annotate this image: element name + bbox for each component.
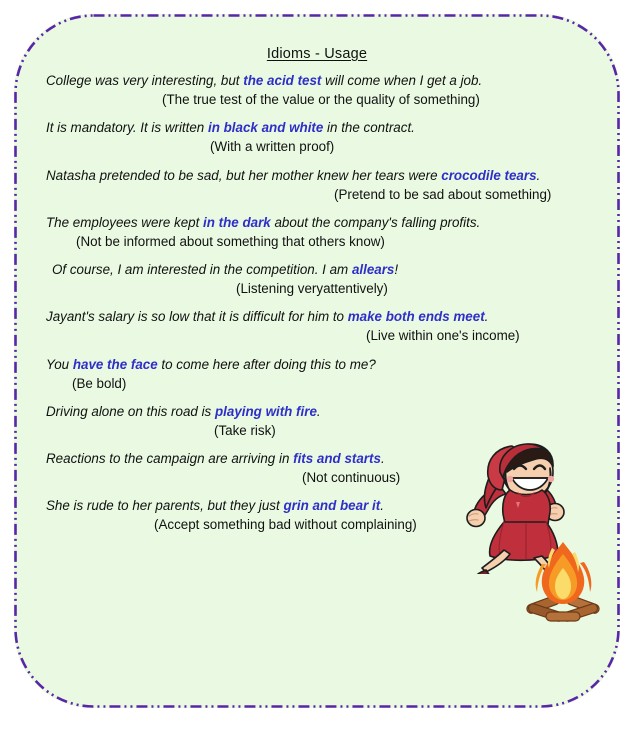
sentence-prefix: It is mandatory. It is written bbox=[46, 120, 208, 136]
idiom-entry bbox=[14, 356, 620, 393]
idiom-sentence bbox=[46, 167, 620, 184]
idiom-sentence bbox=[46, 214, 620, 231]
sentence-prefix: You bbox=[46, 356, 73, 372]
sentence-prefix: Natasha pretended to be sad, but her mother knew her tears were bbox=[46, 167, 442, 183]
idiom-sentence bbox=[46, 403, 620, 420]
idiom-phrase: in black and white bbox=[207, 120, 324, 136]
idiom-entry bbox=[14, 119, 620, 156]
sentence-suffix: . bbox=[380, 498, 384, 514]
page-title bbox=[14, 46, 620, 62]
idiom-meaning: (With a written proof) bbox=[210, 139, 335, 155]
idiom-phrase: make both ends meet bbox=[347, 309, 485, 325]
page-title-text: Idioms - Usage bbox=[266, 46, 368, 62]
idiom-phrase: playing with fire bbox=[214, 403, 317, 419]
idiom-sentence bbox=[46, 119, 620, 136]
idiom-phrase: in the dark bbox=[203, 214, 271, 230]
idiom-sentence bbox=[46, 72, 620, 89]
sentence-prefix: College was very interesting, but bbox=[46, 73, 244, 88]
idiom-phrase: allears bbox=[351, 262, 395, 277]
idiom-entry bbox=[14, 167, 620, 204]
idiom-meaning: (The true test of the value or the quality of something) bbox=[162, 92, 480, 108]
sentence-suffix: to come here after doing this to me? bbox=[157, 356, 376, 372]
idiom-meaning: (Not continuous) bbox=[302, 470, 401, 486]
idiom-meaning: (Be bold) bbox=[72, 375, 127, 391]
campfire-illustration bbox=[522, 538, 604, 626]
sentence-suffix: . bbox=[536, 167, 541, 183]
sentence-suffix: . bbox=[316, 403, 321, 419]
sentence-suffix: in the contract. bbox=[323, 120, 415, 136]
idiom-entry bbox=[14, 72, 620, 109]
idiom-entry bbox=[14, 214, 620, 251]
sentence-suffix: will come when I get a job. bbox=[321, 73, 483, 88]
sentence-suffix: about the company's falling profits. bbox=[270, 214, 481, 230]
idiom-phrase: the acid test bbox=[243, 73, 322, 88]
idiom-phrase: crocodile tears bbox=[441, 167, 537, 183]
idiom-meaning: (Live within one's income) bbox=[366, 328, 520, 344]
sentence-prefix: Reactions to the campaign are arriving in bbox=[46, 451, 294, 466]
idiom-meaning: (Accept something bad without complaining) bbox=[154, 517, 417, 533]
sentence-suffix: ! bbox=[394, 262, 399, 277]
worksheet-card bbox=[14, 14, 620, 708]
idiom-meaning: (Not be informed about something that others know) bbox=[76, 233, 385, 249]
idiom-meaning: (Pretend to be sad about something) bbox=[334, 186, 552, 202]
sentence-prefix: The employees were kept bbox=[46, 214, 204, 230]
sentence-suffix: . bbox=[484, 309, 489, 325]
sentence-prefix: She is rude to her parents, but they just bbox=[46, 498, 284, 514]
sentence-prefix: Jayant's salary is so low that it is difficult for him to bbox=[46, 309, 348, 325]
idiom-phrase: have the face bbox=[72, 356, 158, 372]
idiom-entry bbox=[14, 261, 620, 298]
sentence-prefix: Driving alone on this road is bbox=[46, 403, 215, 419]
idiom-sentence bbox=[46, 356, 620, 373]
sentence-suffix: . bbox=[380, 451, 385, 466]
idiom-sentence bbox=[46, 308, 620, 325]
idiom-meaning: (Take risk) bbox=[214, 422, 276, 438]
idiom-sentence bbox=[52, 261, 620, 278]
idiom-entry bbox=[14, 308, 620, 345]
sentence-prefix: Of course, I am interested in the competition. I am bbox=[52, 262, 352, 277]
idiom-phrase: grin and bear it bbox=[283, 498, 381, 514]
idiom-entry bbox=[14, 403, 620, 440]
idiom-meaning: (Listening veryattentively) bbox=[236, 281, 388, 297]
idiom-phrase: fits and starts bbox=[293, 451, 381, 466]
